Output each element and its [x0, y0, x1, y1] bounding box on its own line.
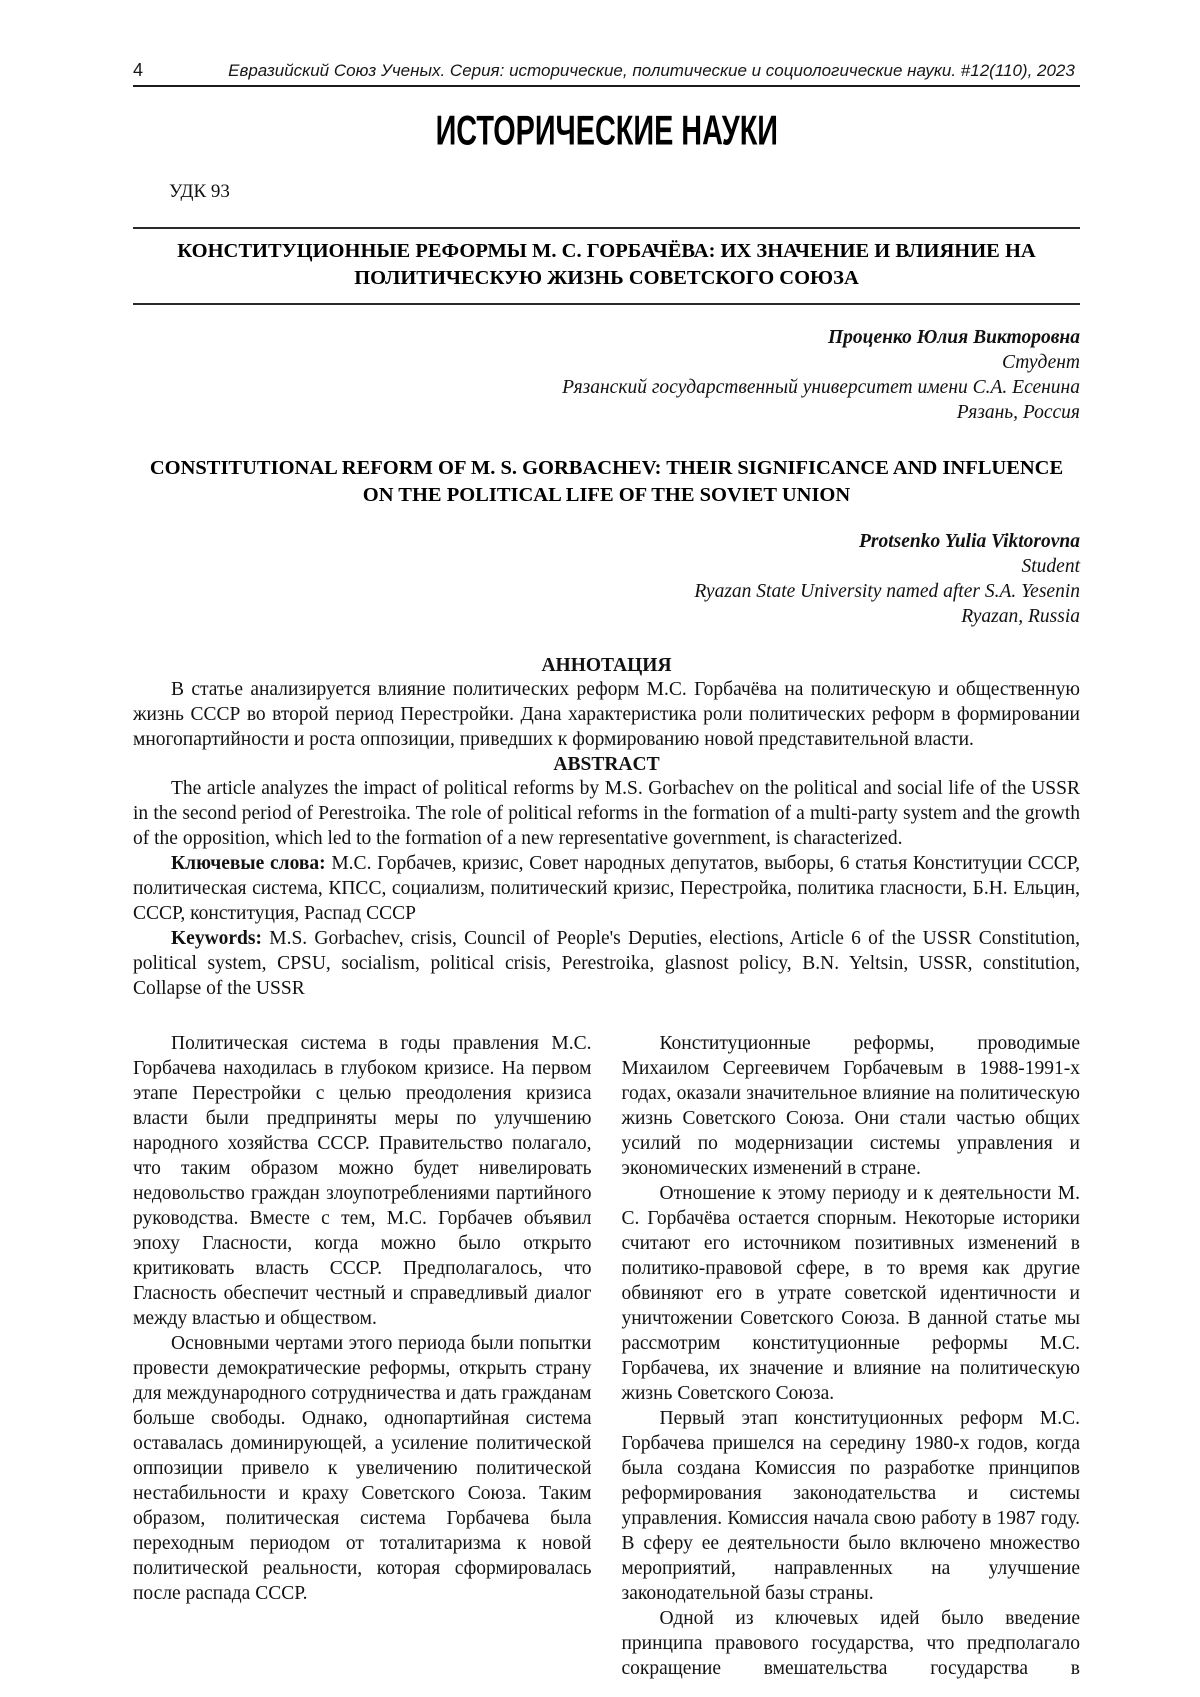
author-block-en: [133, 529, 1080, 629]
running-header: [133, 60, 1080, 87]
keywords-en-text: M.S. Gorbachev, crisis, Council of People's Deputies, elections, Article 6 of the USSR Constitution, political system, CPSU, socialism, political crisis, Perestroika, glasnost policy, B.N. Yeltsin, USSR, constitution, Collapse of the USSR: [133, 928, 1081, 999]
author-city-ru: Рязань, Россия: [956, 402, 1080, 423]
body-paragraph: Одной из ключевых идей было введение принципа правового государства, что предполагало сокращение вмешательства государства в: [621, 1608, 1080, 1679]
body-columns: [133, 1031, 1080, 1681]
article-title-ru: КОНСТИТУЦИОННЫЕ РЕФОРМЫ М. С. ГОРБАЧЁВА: ИХ ЗНАЧЕНИЕ И ВЛИЯНИЕ НА ПОЛИТИЧЕСКУЮ ЖИЗНЬ СОВЕТСКОГО СОЮЗА: [133, 227, 1080, 305]
body-paragraph: Основными чертами этого периода были попытки провести демократические реформы, открыть страну для международного сотрудничества и дать гражданам больше свободы. Однако, однопартийная система оставалась доминирующей, а усиление политической оппозиции привело к увеличению политической нестабильности и краху Советского Союза. Таким образом, политическая система Горбачева была переходным периодом от тоталитаризма к новой политической реальности, которая сформировалась после распада СССР.: [133, 1333, 592, 1604]
author-role-ru: Студент: [1002, 352, 1080, 373]
keywords-ru-text: М.С. Горбачев, кризис, Совет народных депутатов, выборы, 6 статья Конституции СССР, политическая система, КПСС, социализм, политический кризис, Перестройка, политика гласности, Б.Н. Ельцин, СССР, конституция, Распад СССР: [133, 853, 1081, 924]
author-block-ru: [133, 325, 1080, 425]
keywords-en-label: Keywords:: [171, 928, 262, 949]
abstract-heading: ABSTRACT: [553, 754, 660, 775]
section-heading-text: ИСТОРИЧЕСКИЕ НАУКИ: [435, 107, 778, 155]
article-title-en: CONSTITUTIONAL REFORM OF M. S. GORBACHEV: THEIR SIGNIFICANCE AND INFLUENCE ON THE POLITICAL LIFE OF THE SOVIET UNION: [149, 457, 1064, 506]
body-paragraph: Отношение к этому периоду и к деятельности М. С. Горбачёва остается спорным. Некоторые историки считают его источником позитивных изменений в политико-правовой сфере, в то время как другие обвиняют его в утрате советской идентичности и уничтожении Советского Союза. В данной статье мы рассмотрим конституционные реформы М.С. Горбачева, их значение и влияние на политическую жизнь Советского Союза.: [621, 1183, 1080, 1404]
annotation-text: В статье анализируется влияние политических реформ М.С. Горбачёва на политическую и общественную жизнь СССР во второй период Перестройки. Дана характеристика роли политических реформ в формировании многопартийности и роста оппозиции, приведших к формированию новой представительной власти.: [133, 679, 1080, 750]
journal-title: Евразийский Союз Ученых. Серия: исторические, политические и социологические науки. #12(110), 2023: [228, 61, 1075, 80]
udk-label: УДК 93: [169, 181, 230, 202]
author-affiliation-en: Ryazan State University named after S.A. Yesenin: [694, 581, 1080, 602]
body-column-right: [622, 1031, 1081, 1681]
body-paragraph: Конституционные реформы, проводимые Михаилом Сергеевичем Горбачевым в 1988-1991-х годах, оказали значительное влияние на политическую жизнь Советского Союза. Они стали частью общих усилий по модернизации системы управления и экономических изменений в стране.: [621, 1033, 1080, 1179]
keywords-ru: [133, 851, 1080, 926]
abstract-text: The article analyzes the impact of political reforms by M.S. Gorbachev on the political and social life of the USSR in the second period of Perestroika. The role of political reforms in the formation of a multi-party system and the growth of the opposition, which led to the formation of a new representative government, is characterized.: [133, 778, 1080, 849]
annotation-heading: АННОТАЦИЯ: [541, 655, 672, 676]
section-heading: [133, 109, 1080, 153]
body-column-left: [133, 1031, 592, 1681]
keywords-ru-label: Ключевые слова:: [171, 853, 326, 874]
keywords-en: [133, 926, 1080, 1001]
page-number: 4: [133, 60, 144, 80]
body-paragraph: Первый этап конституционных реформ М.С. Горбачева пришелся на середину 1980-х годов, когда была создана Комиссия по разработке принципов реформирования законодательства и системы управления. Комиссия начала свою работу в 1987 году. В сферу ее деятельности было включено множество мероприятий, направленных на улучшение законодательной базы страны.: [621, 1408, 1080, 1604]
author-city-en: Ryazan, Russia: [961, 606, 1080, 627]
body-paragraph: Политическая система в годы правления М.С. Горбачева находилась в глубоком кризисе. На первом этапе Перестройки с целью преодоления кризиса власти были предприняты меры по улучшению народного хозяйства СССР. Правительство полагало, что таким образом можно будет нивелировать недовольство граждан злоупотреблениями партийного руководства. Вместе с тем, М.С. Горбачев объявил эпоху Гласности, когда можно было открыто критиковать власть СССР. Предполагалось, что Гласность обеспечит честный и справедливый диалог между властью и обществом.: [133, 1033, 592, 1329]
author-name-en: Protsenko Yulia Viktorovna: [858, 531, 1080, 552]
author-name-ru: Проценко Юлия Викторовна: [827, 327, 1080, 348]
author-affiliation-ru: Рязанский государственный университет имени С.А. Есенина: [562, 377, 1080, 398]
author-role-en: Student: [1021, 556, 1080, 577]
